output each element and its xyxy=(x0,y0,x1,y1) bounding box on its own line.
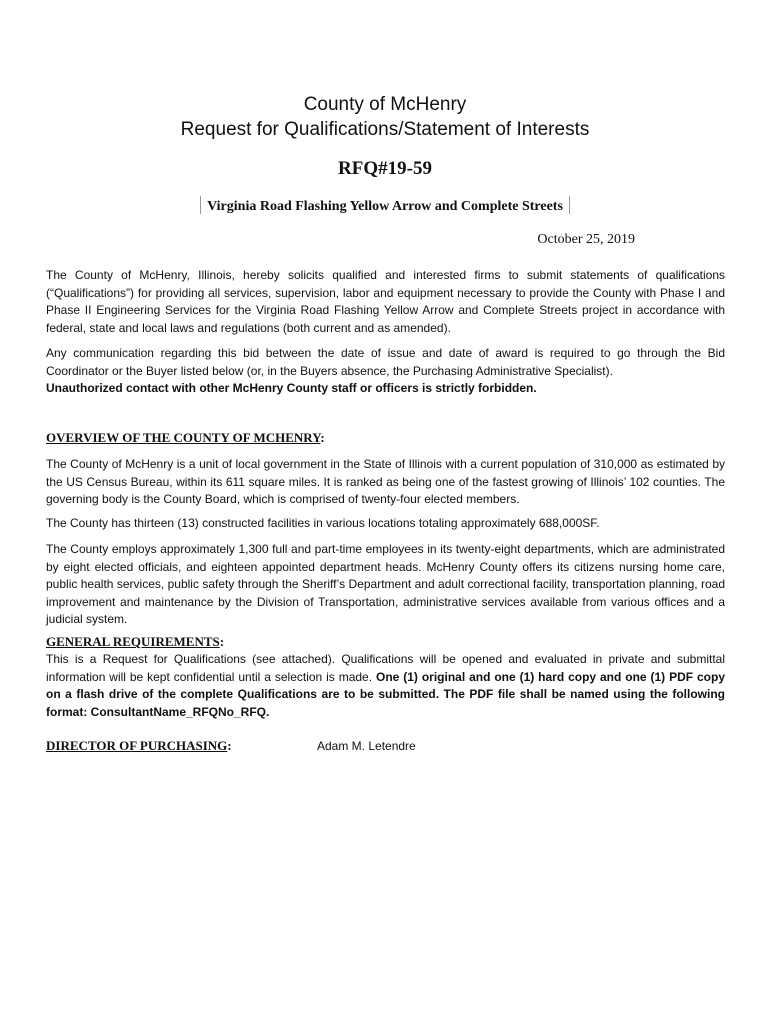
county-title: County of McHenry xyxy=(303,94,467,115)
rfq-number: RFQ#19-59 xyxy=(338,158,432,179)
request-title: Request for Qualifications/Statement of Interests xyxy=(180,119,590,140)
director-heading-colon: : xyxy=(227,738,232,753)
text-cursor-bar-left xyxy=(200,196,201,214)
director-heading xyxy=(46,738,232,754)
overview-heading xyxy=(46,430,325,446)
document-date: October 25, 2019 xyxy=(537,232,635,247)
overview-paragraph-population: The County of McHenry is a unit of local government in the State of Illinois with a current population of 310,000 as estimated by the US Census Bureau, within its 611 square miles. It is ranked as being one of the fastest growing of Illinois’ 102 counties. The governing body is the County Board, which is comprised of twenty-four elected members. xyxy=(46,457,725,506)
overview-heading-colon: : xyxy=(320,430,325,445)
overview-heading-text: OVERVIEW OF THE COUNTY OF MCHENRY xyxy=(46,430,321,445)
communication-paragraph xyxy=(46,345,725,398)
warning-text: Unauthorized contact with other McHenry County staff or officers is strictly forbidden. xyxy=(46,381,537,395)
overview-paragraph-employees: The County employs approximately 1,300 full and part-time employees in its twenty-eight departments, which are administrated by eight elected officials, and eighteen appointed department heads. McHenry County offers its citizens nursing home care, public health services, public safety through the Sheriff’s Department and adult correctional facility, transportation planning, road improvement and maintenance by the Division of Transportation, administrative services available from various offices and a judicial system. xyxy=(46,542,725,626)
director-heading-text: DIRECTOR OF PURCHASING xyxy=(46,738,228,753)
project-title xyxy=(0,196,770,215)
general-requirements-heading xyxy=(46,634,224,650)
general-requirements-text: This is a Request for Qualifications (see attached). Qualifications will be opened and evaluated in private and submittal information will be kept confidential until a selection is made. xyxy=(46,652,725,684)
general-requirements-heading-text: GENERAL REQUIREMENTS xyxy=(46,634,220,649)
intro-paragraph: The County of McHenry, Illinois, hereby solicits qualified and interested firms to submit statements of qualifications (“Qualifications”) for providing all services, supervision, labor and equipment necessary to provide the County with Phase I and Phase II Engineering Services for the Virginia Road Flashing Yellow Arrow and Complete Streets project in accordance with federal, state and local laws and regulations (both current and as amended). xyxy=(46,268,725,335)
communication-text: Any communication regarding this bid between the date of issue and date of award is required to go through the Bid Coordinator or the Buyer listed below (or, in the Buyers absence, the Purchasing Administrative Specialist). xyxy=(46,346,725,378)
text-cursor-bar-right xyxy=(569,196,570,214)
director-name: Adam M. Letendre xyxy=(317,739,416,753)
overview-paragraph-facilities: The County has thirteen (13) constructed facilities in various locations totaling approximately 688,000SF. xyxy=(46,516,600,530)
general-requirements-paragraph xyxy=(46,651,725,721)
project-name: Virginia Road Flashing Yellow Arrow and Complete Streets xyxy=(207,199,563,214)
general-requirements-heading-colon: : xyxy=(219,634,225,649)
general-requirements-bold-text: One (1) original and one (1) hard copy and one (1) PDF copy on a flash drive of the complete Qualifications are to be submitted. The PDF file shall be named using the following format: ConsultantName_RFQNo_RFQ. xyxy=(46,669,725,719)
